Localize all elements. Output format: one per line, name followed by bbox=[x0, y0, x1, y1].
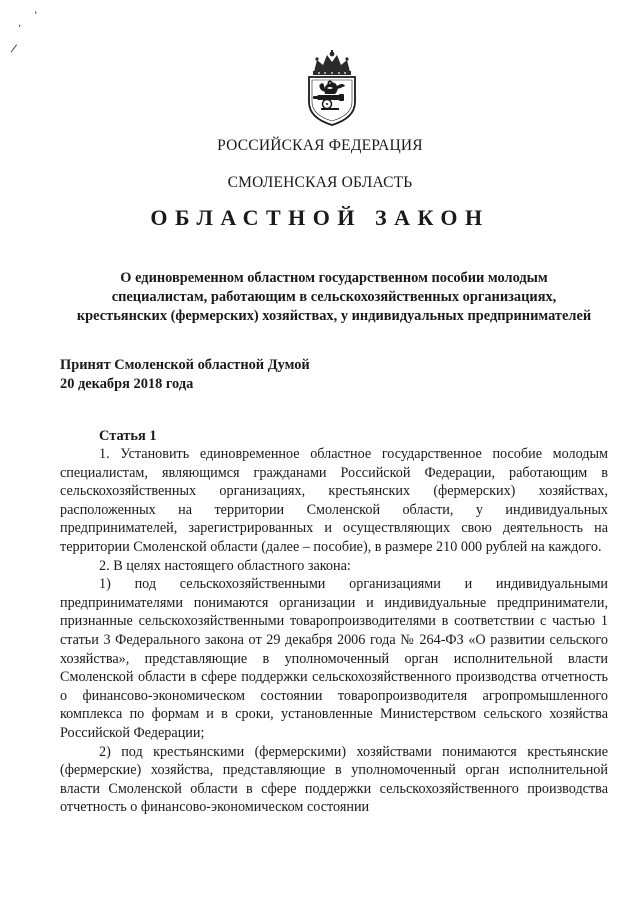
law-title-line: крестьянских (фермерских) хозяйствах, у индивидуальных предпринимателей bbox=[76, 308, 592, 324]
adopted-by: Принят Смоленской областной Думой bbox=[60, 357, 310, 373]
scan-mark: ʻ bbox=[33, 9, 42, 22]
scan-mark: ʼ bbox=[18, 24, 22, 35]
article-paragraph: 1) под сельскохозяйственными организациями и индивидуальными предпринимателями понимаются организации и индивидуальные предприниматели, признанные сельскохозяйственными товаропроизводителями в соответствии с частью 1 статьи 3 Федерального закона от 29 декабря 2006 года № 264-ФЗ «О развитии сельского хозяйства», представляющие в уполномоченный орган исполнительной власти Смоленской области в сфере поддержки сельскохозяйственного производства отчетность о финансово-экономическом состоянии товаропроизводителя агропромышленного комплекса по формам и в сроки, установленные Министерством сельского хозяйства Российской Федерации; bbox=[60, 576, 608, 741]
adoption-info bbox=[60, 356, 310, 394]
law-title bbox=[60, 269, 608, 326]
law-title-line: специалистам, работающим в сельскохозяйственных организациях, bbox=[111, 289, 557, 305]
article-paragraph: 1. Установить единовременное областное государственное пособие молодым специалистам, являющимся гражданами Российской Федерации, работающим в сельскохозяйственных организациях, крестьянских (фермерских) хозяйствах, расположенных на территории Смоленской области, у индивидуальных предпринимателей, зарегистрированных и осуществляющих свою деятельность на территории Смоленской области (далее – пособие), в размере 210 000 рублей на каждого. bbox=[60, 446, 608, 555]
article-paragraph: 2. В целях настоящего областного закона: bbox=[99, 557, 351, 574]
law-title-line: О единовременном областном государственном пособии молодым bbox=[120, 270, 548, 286]
coat-of-arms-icon bbox=[299, 50, 365, 126]
country-name: РОССИЙСКАЯ ФЕДЕРАЦИЯ bbox=[217, 137, 423, 154]
region-name: СМОЛЕНСКАЯ ОБЛАСТЬ bbox=[227, 174, 413, 191]
article-heading: Статья 1 bbox=[99, 428, 157, 444]
article-body bbox=[60, 445, 608, 817]
article-paragraph: 2) под крестьянскими (фермерскими) хозяйствами понимаются крестьянские (фермерские) хозяйства, представляющие в уполномоченный орган исполнительной власти Смоленской области в сфере поддержки сельскохозяйственного производства отчетность о финансово-экономическом состоянии bbox=[60, 743, 608, 816]
document-type: ОБЛАСТНОЙ ЗАКОН bbox=[150, 205, 490, 230]
adoption-date: 20 декабря 2018 года bbox=[60, 376, 194, 392]
scan-mark: ∕ bbox=[9, 41, 18, 56]
